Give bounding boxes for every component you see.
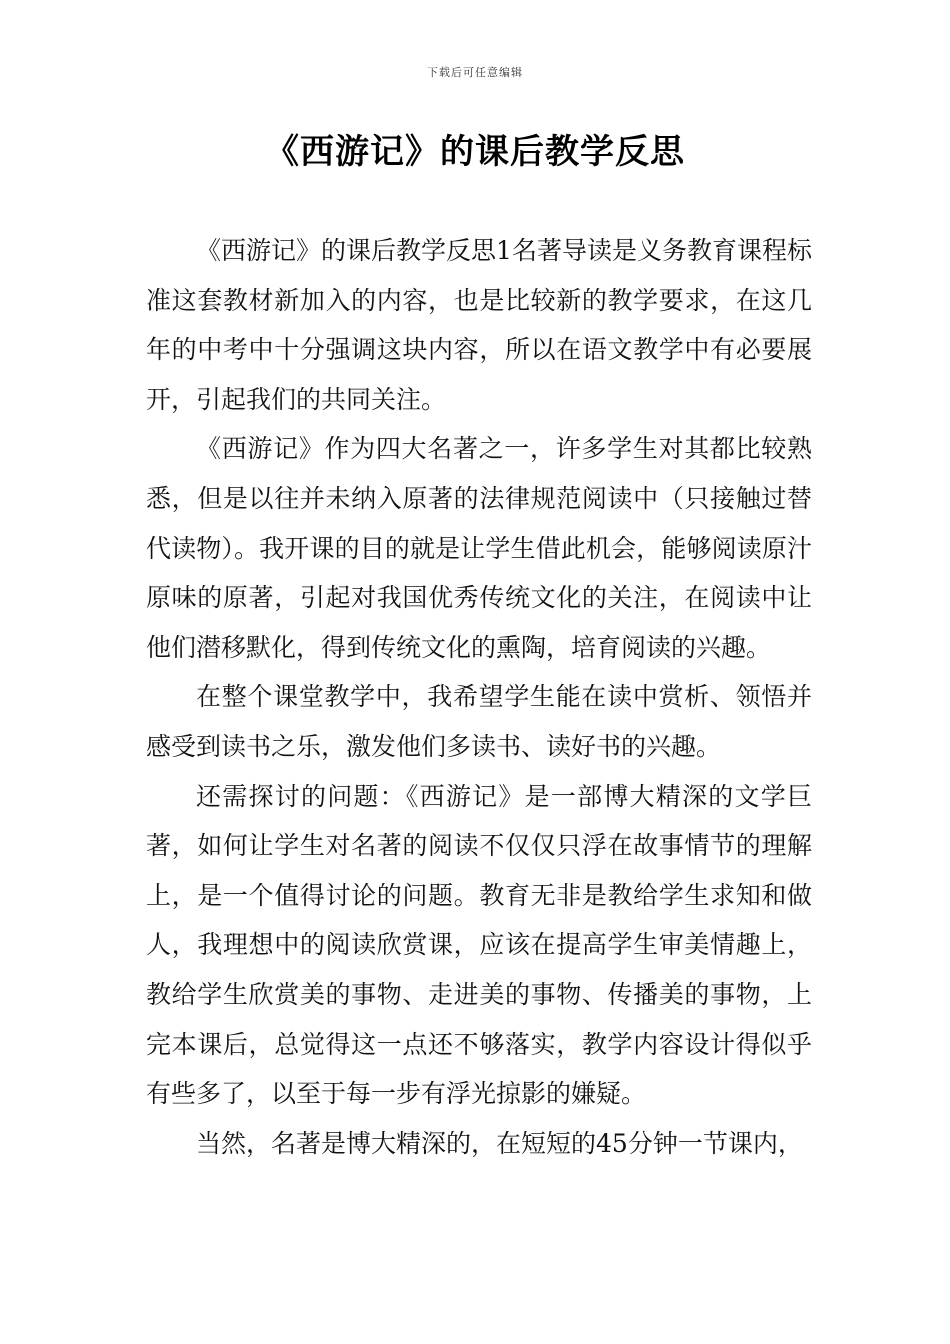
paragraph: 还需探讨的问题：《西游记》是一部博大精深的文学巨著，如何让学生对名著的阅读不仅仅只浮在故事情节的理解上，是一个值得讨论的问题。教育无非是教给学生求知和做人，我理想中的阅读欣赏课，应该在提高学生审美情趣上，教给学生欣赏美的事物、走进美的事物、传播美的事物，上完本课后，总觉得这一点还不够落实，教学内容设计得似乎有些多了，以至于每一步有浮光掠影的嫌疑。 bbox=[146, 781, 812, 1109]
paragraph: 当然，名著是博大精深的，在短短的45分钟一节课内， bbox=[196, 1128, 803, 1158]
paragraph: 《西游记》的课后教学反思1名著导读是义务教育课程标准这套教材新加入的内容，也是比较新的教学要求，在这几年的中考中十分强调这块内容，所以在语文教学中有必要展开，引起我们的共同关注。 bbox=[146, 236, 812, 414]
page-title: 《西游记》的课后教学反思 bbox=[265, 132, 685, 172]
body-text bbox=[146, 226, 812, 1168]
header-note: 下载后可任意编辑 bbox=[427, 66, 523, 79]
paragraph: 在整个课堂教学中，我希望学生能在读中赏析、领悟并感受到读书之乐，激发他们多读书、读好书的兴趣。 bbox=[146, 682, 812, 761]
paragraph: 《西游记》作为四大名著之一，许多学生对其都比较熟悉，但是以往并未纳入原著的法律规范阅读中（只接触过替代读物）。我开课的目的就是让学生借此机会，能够阅读原汁原味的原著，引起对我国优秀传统文化的关注，在阅读中让他们潜移默化，得到传统文化的熏陶，培育阅读的兴趣。 bbox=[146, 434, 812, 662]
